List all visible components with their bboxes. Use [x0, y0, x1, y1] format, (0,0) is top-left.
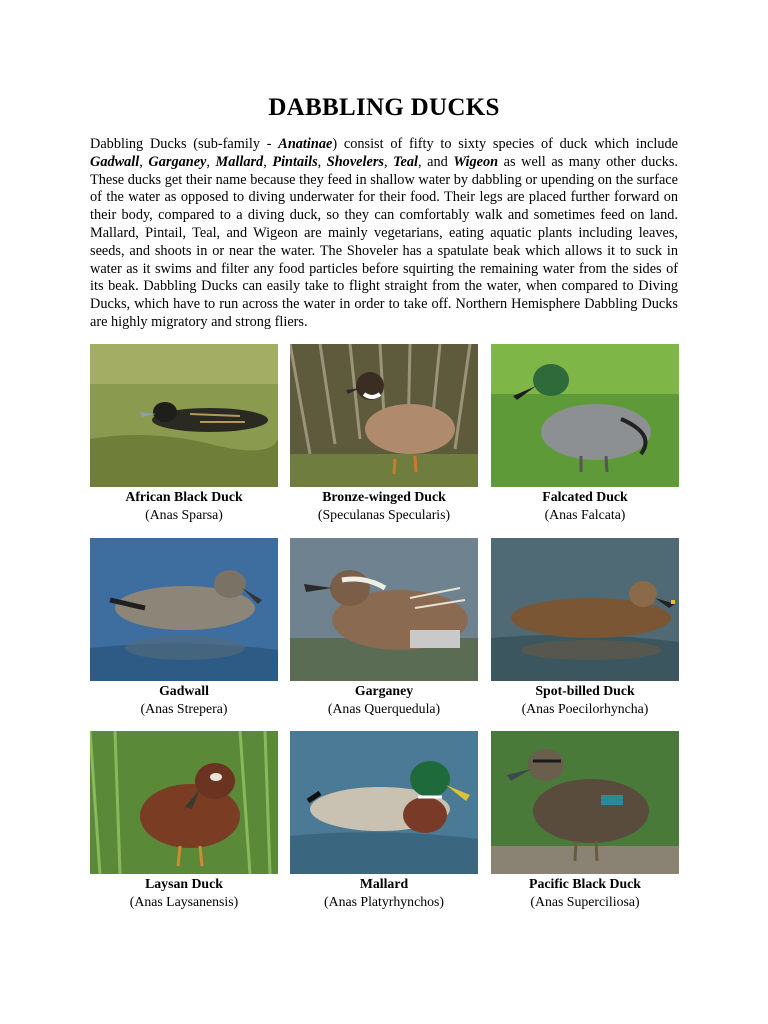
- duck-card-mallard: [290, 731, 478, 911]
- duck-common-name: African Black Duck: [125, 489, 243, 504]
- duck-scientific-name: (Anas Querquedula): [327, 701, 441, 716]
- duck-photo: [290, 538, 478, 681]
- duck-scientific-name: (Anas Platyrhynchos): [324, 894, 444, 909]
- duck-card-pacific-black: [491, 731, 679, 911]
- duck-photo: [290, 731, 478, 874]
- duck-photo: [491, 538, 679, 681]
- duck-scientific-name: (Speculanas Specularis): [317, 507, 451, 522]
- duck-common-name: Falcated Duck: [542, 489, 628, 504]
- duck-common-name: Pacific Black Duck: [529, 876, 641, 891]
- duck-card-falcated: [491, 344, 679, 524]
- duck-photo: [491, 731, 679, 874]
- duck-photo: [290, 344, 478, 487]
- intro-paragraph: Dabbling Ducks (sub-family - Anatinae) consist of fifty to sixty species of duck which include Gadwall, Garganey, Mallard, Pintails, Shovelers, Teal, and Wigeon as well as many other ducks. These ducks get their name because they feed in shallow water by dabbling or upending on the surface of the water as opposed to diving underwater for their food. Their legs are placed further forward on their body, compared to a diving duck, so they can comfortably walk and sometimes feed on land. Mallard, Pintail, Teal, and Wigeon are mainly vegetarians, eating aquatic plants including leaves, seeds, and shoots in or near the water. The Shoveler has a spatulate beak which allows it to suck in water as it swims and filter any food particles before squirting the remaining water from the sides of its beak. Dabbling Ducks can easily take to flight straight from the water, when compared to Diving Ducks, which have to run across the water in order to take off. Northern Hemisphere Dabbling Ducks are highly migratory and strong fliers.: [90, 136, 678, 330]
- duck-scientific-name: (Anas Strepera): [140, 701, 228, 716]
- duck-card-african-black: [90, 344, 278, 524]
- duck-common-name: Mallard: [359, 876, 409, 891]
- duck-scientific-name: (Anas Sparsa): [145, 507, 223, 522]
- duck-common-name: Gadwall: [159, 683, 209, 698]
- duck-card-spot-billed: [491, 538, 679, 718]
- duck-photo: [491, 344, 679, 487]
- duck-scientific-name: (Anas Poecilorhyncha): [521, 701, 649, 716]
- duck-card-bronze-winged: [290, 344, 478, 524]
- duck-card-garganey: [290, 538, 478, 718]
- duck-photo: [90, 731, 278, 874]
- duck-common-name: Garganey: [354, 683, 414, 698]
- duck-photo: [90, 538, 278, 681]
- duck-scientific-name: (Anas Laysanensis): [129, 894, 239, 909]
- duck-card-laysan: [90, 731, 278, 911]
- duck-photo: [90, 344, 278, 487]
- duck-common-name: Laysan Duck: [145, 876, 223, 891]
- duck-scientific-name: (Anas Superciliosa): [530, 894, 640, 909]
- duck-card-gadwall: [90, 538, 278, 718]
- page-title: DABBLING DUCKS: [268, 94, 500, 121]
- duck-common-name: Bronze-winged Duck: [322, 489, 446, 504]
- duck-scientific-name: (Anas Falcata): [544, 507, 626, 522]
- duck-common-name: Spot-billed Duck: [535, 683, 635, 698]
